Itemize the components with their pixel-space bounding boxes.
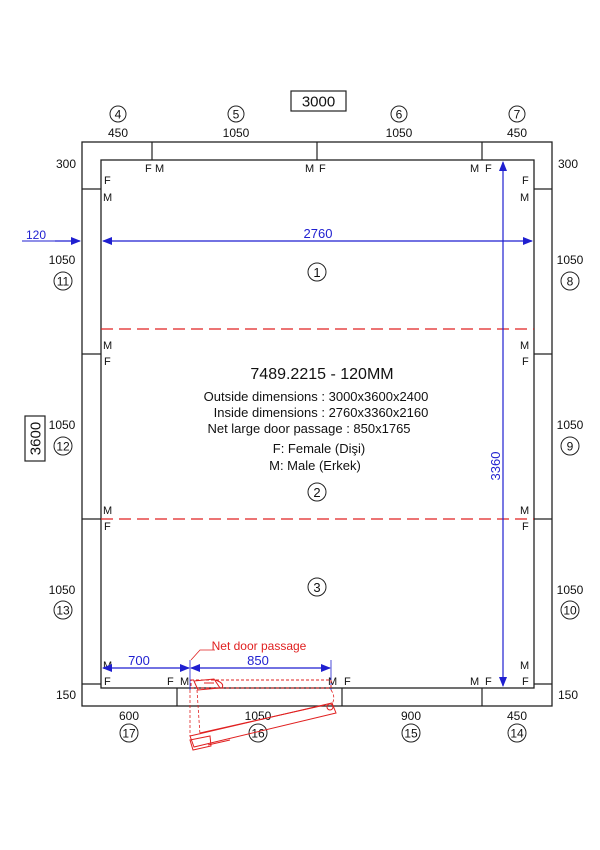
joint-mark-male: M	[520, 340, 530, 352]
door-swing-arc	[331, 690, 334, 704]
panel-number: 4	[114, 107, 122, 122]
inside-depth-label: 3360	[488, 451, 503, 481]
panel-size: 1050	[244, 709, 272, 723]
joint-mark-male: M	[328, 676, 338, 688]
panel-size: 1050	[48, 583, 76, 597]
joint-mark-male: M	[103, 505, 113, 517]
door-opening-outline	[191, 680, 331, 688]
joint-mark-female: F	[485, 676, 492, 688]
joint-mark-female: F	[522, 676, 529, 688]
female-legend: F: Female (Dişi)	[272, 441, 366, 456]
joint-mark-male: M	[520, 192, 530, 204]
door-passage-info: Net large door passage : 850x1765	[207, 421, 411, 436]
outside-dimensions: Outside dimensions : 3000x3600x2400	[203, 389, 429, 404]
panel-size: 450	[506, 709, 528, 723]
model-title: 7489.2215 - 120MM	[250, 366, 394, 383]
panel-size: 1050	[556, 253, 584, 267]
joint-mark-female: F	[485, 163, 492, 175]
panel-number: 13	[56, 603, 70, 618]
panel-size: 1050	[556, 583, 584, 597]
joint-mark-male: M	[180, 676, 190, 688]
panel-size: 600	[118, 709, 140, 723]
joint-mark-male: M	[470, 676, 480, 688]
overall-width-label: 3000	[301, 93, 336, 111]
zone-label: 1	[313, 265, 321, 280]
joint-mark-male: M	[103, 340, 113, 352]
corner-size-bottom-right: 150	[557, 688, 579, 702]
joint-mark-male: M	[520, 505, 530, 517]
inside-width-label: 2760	[303, 226, 333, 241]
joint-mark-female: F	[522, 521, 529, 533]
joint-mark-male: M	[155, 163, 165, 175]
joint-mark-female: F	[167, 676, 174, 688]
joint-mark-female: F	[104, 356, 111, 368]
joint-mark-female: F	[319, 163, 326, 175]
panel-number: 10	[563, 603, 577, 618]
panel-size: 1050	[48, 418, 76, 432]
joint-mark-female: F	[104, 175, 111, 187]
panel-number: 14	[510, 726, 524, 741]
panel-number: 7	[513, 107, 521, 122]
panel-size: 450	[506, 126, 528, 140]
joint-mark-female: F	[104, 676, 111, 688]
net-door-passage-label: Net door passage	[211, 639, 307, 653]
inside-dimensions: Inside dimensions : 2760x3360x2160	[213, 405, 429, 420]
panel-size: 1050	[222, 126, 250, 140]
corner-size-top-right: 300	[557, 157, 579, 171]
joint-mark-female: F	[522, 356, 529, 368]
thickness-label: 120	[25, 228, 47, 242]
panel-number: 11	[56, 274, 70, 289]
joint-mark-female: F	[344, 676, 351, 688]
panel-number: 12	[56, 439, 70, 454]
joint-mark-male: M	[520, 660, 530, 672]
panel-number: 6	[395, 107, 403, 122]
corner-size-top-left: 300	[55, 157, 77, 171]
panel-number: 16	[251, 726, 265, 741]
zone-label: 3	[313, 580, 321, 595]
panel-size: 900	[400, 709, 422, 723]
joint-mark-male: M	[305, 163, 315, 175]
joint-mark-female: F	[145, 163, 152, 175]
joint-mark-female: F	[104, 521, 111, 533]
door-net-width-label: 850	[247, 653, 269, 668]
corner-size-bottom-left: 150	[55, 688, 77, 702]
joint-mark-male: M	[103, 192, 113, 204]
panel-number: 9	[566, 439, 574, 454]
door-swing-guide	[197, 690, 200, 735]
male-legend: M: Male (Erkek)	[269, 458, 361, 473]
overall-depth-label: 3600	[27, 421, 45, 456]
panel-number: 8	[566, 274, 574, 289]
panel-number: 17	[122, 726, 136, 741]
panel-size: 1050	[385, 126, 413, 140]
joint-mark-female: F	[522, 175, 529, 187]
joint-mark-male: M	[470, 163, 480, 175]
zone-label: 2	[313, 485, 321, 500]
panel-size: 1050	[556, 418, 584, 432]
panel-size: 1050	[48, 253, 76, 267]
panel-number: 15	[404, 726, 418, 741]
panel-size: 450	[107, 126, 129, 140]
panel-number: 5	[232, 107, 240, 122]
door-offset-label: 700	[128, 653, 150, 668]
joint-mark-male: M	[103, 660, 113, 672]
